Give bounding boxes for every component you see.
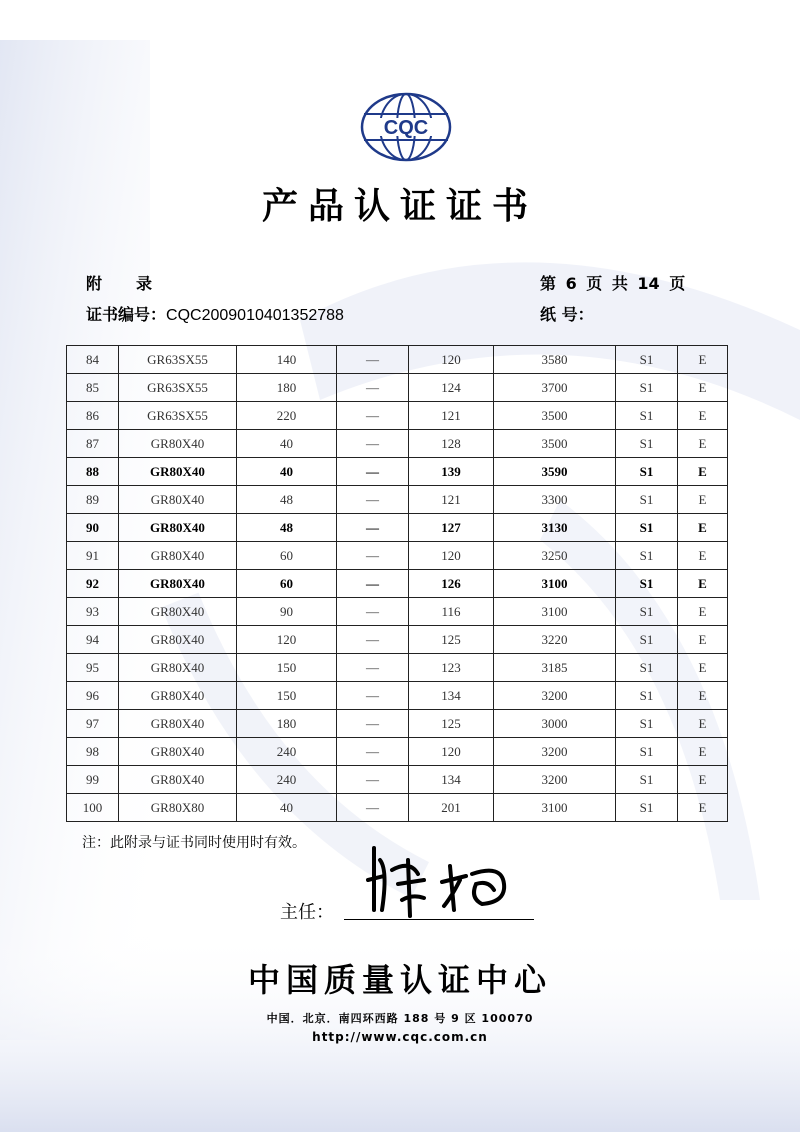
appendix-label-part1: 附 [86, 274, 103, 293]
table-cell-c8: E [678, 738, 728, 766]
certificate-number-label: 证书编号： [86, 305, 167, 324]
validity-note: 注：此附录与证书同时使用时有效。 [82, 835, 306, 851]
table-cell-model: GR80X40 [119, 570, 237, 598]
table-cell-c6: 3200 [494, 766, 616, 794]
table-cell-c3: 220 [237, 402, 337, 430]
table-cell-c5: 116 [409, 598, 494, 626]
table-cell-c3: 180 [237, 710, 337, 738]
table-cell-c8: E [678, 598, 728, 626]
table-cell-c6: 3300 [494, 486, 616, 514]
table-cell-c8: E [678, 430, 728, 458]
table-cell-no: 98 [67, 738, 119, 766]
appendix-table [66, 345, 727, 822]
table-cell-c7: S1 [616, 458, 678, 486]
table-cell-c5: 134 [409, 682, 494, 710]
table-cell-no: 100 [67, 794, 119, 822]
table-cell-c4: — [337, 486, 409, 514]
director-signature [362, 840, 522, 922]
table-cell-c8: E [678, 710, 728, 738]
table-cell-c4: — [337, 682, 409, 710]
table-cell-c6: 3580 [494, 346, 616, 374]
table-cell-no: 91 [67, 542, 119, 570]
table-cell-c8: E [678, 514, 728, 542]
table-cell-c8: E [678, 374, 728, 402]
organization-address: 中国．北京．南四环西路 188 号 9 区 100070 [266, 1012, 534, 1025]
table-cell-c8: E [678, 794, 728, 822]
table-cell-c4: — [337, 794, 409, 822]
table-cell-c7: S1 [616, 766, 678, 794]
table-cell-c5: 124 [409, 374, 494, 402]
table-row [67, 402, 728, 430]
table-cell-c7: S1 [616, 570, 678, 598]
table-cell-c5: 121 [409, 402, 494, 430]
table-cell-c3: 180 [237, 374, 337, 402]
table-cell-c8: E [678, 766, 728, 794]
table-cell-c3: 240 [237, 738, 337, 766]
table-cell-no: 97 [67, 710, 119, 738]
table-cell-c3: 60 [237, 542, 337, 570]
table-cell-no: 87 [67, 430, 119, 458]
table-row [67, 598, 728, 626]
table-cell-c3: 60 [237, 570, 337, 598]
table-cell-c3: 40 [237, 458, 337, 486]
table-row [67, 514, 728, 542]
table-cell-c4: — [337, 766, 409, 794]
table-row [67, 346, 728, 374]
table-cell-c6: 3200 [494, 682, 616, 710]
table-cell-no: 94 [67, 626, 119, 654]
table-cell-c7: S1 [616, 486, 678, 514]
table-cell-c6: 3700 [494, 374, 616, 402]
table-cell-c6: 3100 [494, 794, 616, 822]
table-cell-c5: 127 [409, 514, 494, 542]
table-cell-c4: — [337, 514, 409, 542]
table-cell-model: GR80X40 [119, 626, 237, 654]
table-cell-model: GR80X40 [119, 738, 237, 766]
table-cell-c6: 3100 [494, 598, 616, 626]
table-cell-c3: 48 [237, 514, 337, 542]
table-cell-model: GR80X40 [119, 542, 237, 570]
table-cell-c4: — [337, 430, 409, 458]
table-cell-c7: S1 [616, 430, 678, 458]
table-cell-no: 93 [67, 598, 119, 626]
table-cell-c6: 3185 [494, 654, 616, 682]
table-cell-c8: E [678, 346, 728, 374]
table-cell-c5: 121 [409, 486, 494, 514]
table-cell-c3: 40 [237, 794, 337, 822]
table-cell-c6: 3250 [494, 542, 616, 570]
table-cell-model: GR80X80 [119, 794, 237, 822]
table-cell-model: GR63SX55 [119, 346, 237, 374]
table-cell-c6: 3200 [494, 738, 616, 766]
appendix-label [86, 271, 152, 294]
table-cell-c6: 3100 [494, 570, 616, 598]
appendix-label-part2: 录 [136, 274, 153, 293]
certificate-number-value: CQC2009010401352788 [166, 307, 344, 324]
table-row [67, 570, 728, 598]
table-cell-no: 88 [67, 458, 119, 486]
table-cell-no: 92 [67, 570, 119, 598]
table-cell-c5: 139 [409, 458, 494, 486]
table-cell-c4: — [337, 598, 409, 626]
table-cell-c7: S1 [616, 346, 678, 374]
table-cell-model: GR63SX55 [119, 374, 237, 402]
table-cell-c5: 123 [409, 654, 494, 682]
table-cell-model: GR80X40 [119, 458, 237, 486]
table-cell-c8: E [678, 654, 728, 682]
table-cell-c6: 3500 [494, 402, 616, 430]
table-cell-no: 86 [67, 402, 119, 430]
certificate-number [86, 302, 344, 325]
table-cell-c6: 3000 [494, 710, 616, 738]
table-cell-c4: — [337, 570, 409, 598]
table-cell-c7: S1 [616, 710, 678, 738]
organization-name: 中国质量认证中心 [247, 961, 552, 999]
table-cell-c4: — [337, 710, 409, 738]
table-row [67, 682, 728, 710]
table-cell-c7: S1 [616, 514, 678, 542]
table-cell-no: 95 [67, 654, 119, 682]
table-cell-model: GR80X40 [119, 430, 237, 458]
table-cell-c3: 140 [237, 346, 337, 374]
table-cell-c4: — [337, 374, 409, 402]
table-cell-c5: 125 [409, 710, 494, 738]
table-cell-c3: 48 [237, 486, 337, 514]
table-cell-c5: 128 [409, 430, 494, 458]
table-cell-c5: 120 [409, 542, 494, 570]
table-cell-c6: 3220 [494, 626, 616, 654]
table-cell-c4: — [337, 626, 409, 654]
paper-number-label: 纸 号： [540, 305, 594, 324]
table-cell-model: GR80X40 [119, 514, 237, 542]
table-cell-c8: E [678, 402, 728, 430]
table-cell-c8: E [678, 682, 728, 710]
table-cell-c8: E [678, 570, 728, 598]
table-cell-no: 90 [67, 514, 119, 542]
table-cell-c6: 3500 [494, 430, 616, 458]
table-cell-c4: — [337, 542, 409, 570]
table-cell-c3: 150 [237, 682, 337, 710]
table-cell-model: GR63SX55 [119, 402, 237, 430]
table-cell-c7: S1 [616, 598, 678, 626]
table-row [67, 654, 728, 682]
table-row [67, 458, 728, 486]
table-cell-c8: E [678, 542, 728, 570]
table-cell-c4: — [337, 458, 409, 486]
table-cell-c5: 120 [409, 346, 494, 374]
table-row [67, 794, 728, 822]
table-cell-c8: E [678, 458, 728, 486]
table-cell-c7: S1 [616, 654, 678, 682]
cqc-logo-text: CQC [383, 117, 429, 139]
table-cell-c5: 201 [409, 794, 494, 822]
table-cell-c7: S1 [616, 682, 678, 710]
table-cell-c5: 125 [409, 626, 494, 654]
table-cell-no: 96 [67, 682, 119, 710]
table-cell-model: GR80X40 [119, 682, 237, 710]
table-cell-c3: 120 [237, 626, 337, 654]
table-cell-model: GR80X40 [119, 654, 237, 682]
table-cell-c5: 120 [409, 738, 494, 766]
table-cell-c3: 40 [237, 430, 337, 458]
table-cell-c4: — [337, 346, 409, 374]
table-row [67, 542, 728, 570]
table-row [67, 766, 728, 794]
table-row [67, 486, 728, 514]
organization-website: http://www.cqc.com.cn [312, 1030, 488, 1044]
cqc-logo [360, 92, 452, 162]
table-row [67, 374, 728, 402]
table-cell-c3: 240 [237, 766, 337, 794]
table-cell-c7: S1 [616, 738, 678, 766]
table-cell-c3: 90 [237, 598, 337, 626]
table-cell-c7: S1 [616, 402, 678, 430]
table-cell-c7: S1 [616, 374, 678, 402]
table-cell-c6: 3590 [494, 458, 616, 486]
table-row [67, 626, 728, 654]
table-cell-c3: 150 [237, 654, 337, 682]
table-cell-c4: — [337, 738, 409, 766]
table-cell-no: 99 [67, 766, 119, 794]
signature-line [344, 919, 534, 920]
table-cell-c4: — [337, 654, 409, 682]
certificate-title: 产品认证证书 [261, 186, 538, 227]
director-label: 主任： [280, 902, 334, 923]
page-info: 第 6 页 共 14 页 [540, 274, 686, 293]
table-cell-no: 89 [67, 486, 119, 514]
table-row [67, 738, 728, 766]
table-cell-c4: — [337, 402, 409, 430]
table-row [67, 710, 728, 738]
table-cell-c6: 3130 [494, 514, 616, 542]
table-cell-c5: 126 [409, 570, 494, 598]
table-cell-model: GR80X40 [119, 766, 237, 794]
table-row [67, 430, 728, 458]
table-cell-c7: S1 [616, 542, 678, 570]
table-cell-c8: E [678, 626, 728, 654]
table-cell-model: GR80X40 [119, 486, 237, 514]
table-cell-c8: E [678, 486, 728, 514]
table-cell-c7: S1 [616, 626, 678, 654]
table-cell-c7: S1 [616, 794, 678, 822]
table-cell-c5: 134 [409, 766, 494, 794]
table-cell-no: 85 [67, 374, 119, 402]
table-cell-model: GR80X40 [119, 598, 237, 626]
table-cell-model: GR80X40 [119, 710, 237, 738]
table-cell-no: 84 [67, 346, 119, 374]
